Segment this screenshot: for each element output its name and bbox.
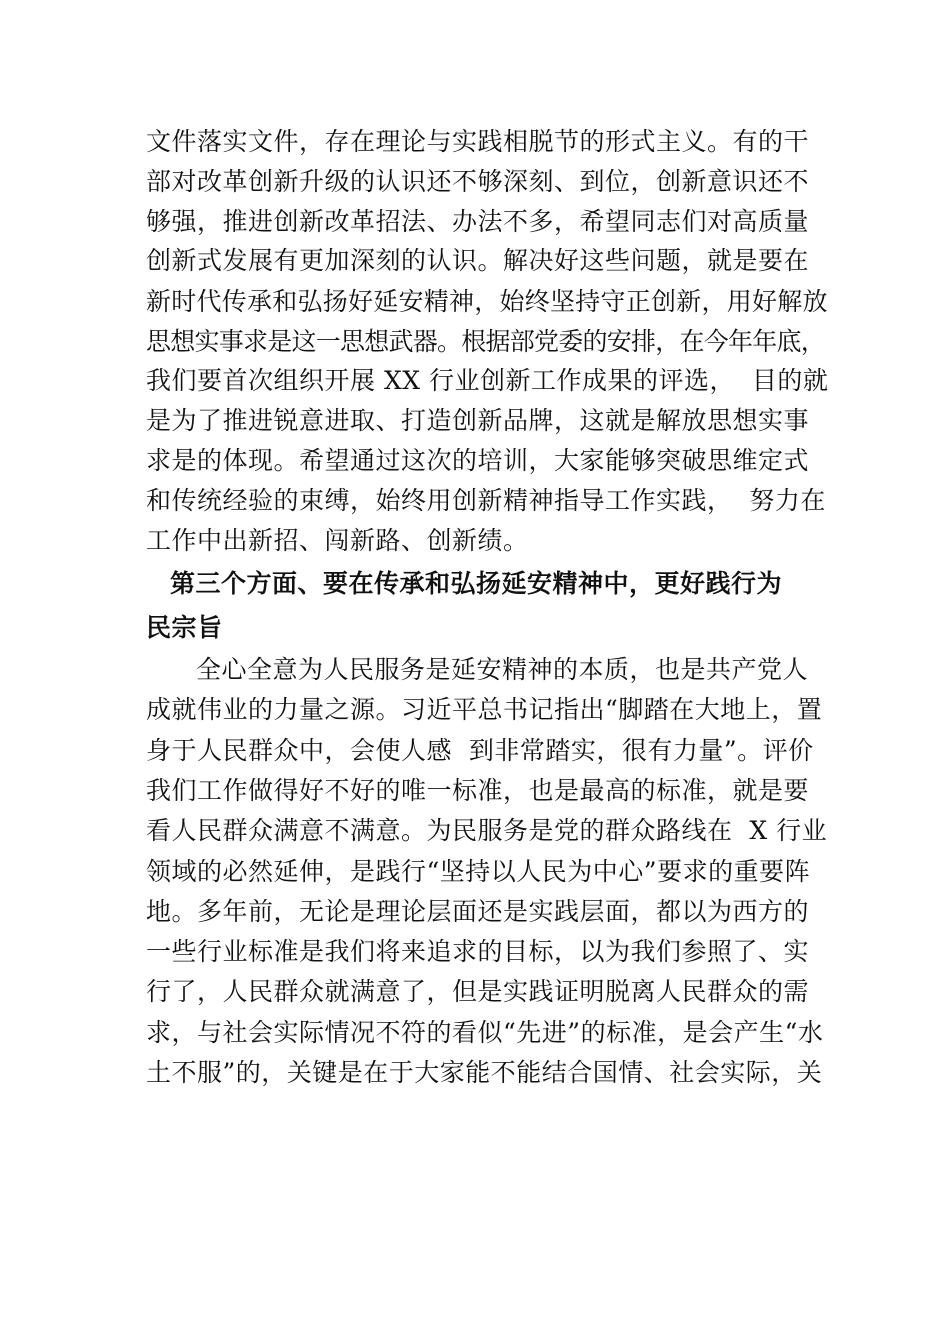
- paragraph2-line-3: 身于人民群众中，会使人感 到非常踏实，很有力量”。评价: [146, 736, 814, 765]
- section-heading-line-2: 民宗旨: [146, 613, 223, 642]
- paragraph1-line-1: 文件落实文件，存在理论与实践相脱节的形式主义。有的干: [146, 127, 810, 156]
- paragraph1-line-5: 新时代传承和弘扬好延安精神，始终坚持守正创新，用好解放: [146, 287, 828, 316]
- section-heading-line-1: 第三个方面、要在传承和弘扬延安精神中，更好践行为: [170, 569, 783, 598]
- paragraph2-line-9: 行了，人民群众就满意了，但是实践证明脱离人民群众的需: [146, 977, 810, 1006]
- paragraph1-line-4: 创新式发展有更加深刻的认识。解决好这些问题，就是要在: [146, 246, 810, 275]
- paragraph2-line-2: 成就伟业的力量之源。习近平总书记指出“脚踏在大地上，置: [146, 695, 823, 724]
- paragraph1-line-6: 思想实事求是这一思想武器。根据部党委的安排，在今年年底，: [146, 327, 826, 356]
- paragraph2-line-4: 我们工作做得好不好的唯一标准，也是最高的标准，就是要: [146, 776, 810, 805]
- paragraph2-line-5: 看人民群众满意不满意。为民服务是党的群众路线在 X 行业: [146, 816, 828, 845]
- paragraph1-line-11: 工作中出新招、闯新路、创新绩。: [146, 526, 529, 555]
- paragraph2-line-8: 一些行业标准是我们将来追求的目标，以为我们参照了、实: [146, 937, 810, 966]
- paragraph2-line-11: 土不服”的，关键是在于大家能不能结合国情、社会实际，关: [146, 1058, 823, 1087]
- paragraph1-line-2: 部对改革创新升级的认识还不够深刻、到位，创新意识还不: [146, 167, 810, 196]
- paragraph1-line-3: 够强，推进创新改革招法、办法不多，希望同志们对高质量: [146, 207, 810, 236]
- paragraph2-line-7: 地。多年前，无论是理论层面还是实践层面，都以为西方的: [146, 897, 810, 926]
- paragraph1-line-10: 和传统经验的束缚，始终用创新精神指导工作实践， 努力在: [146, 486, 826, 515]
- paragraph1-line-8: 是为了推进锐意进取、打造创新品牌，这就是解放思想实事: [146, 406, 810, 435]
- paragraph1-line-7: 我们要首次组织开展 XX 行业创新工作成果的评选， 目的就: [146, 366, 829, 395]
- paragraph1-line-9: 求是的体现。希望通过这次的培训，大家能够突破思维定式: [146, 446, 810, 475]
- paragraph2-line-1: 全心全意为人民服务是延安精神的本质，也是共产党人: [196, 655, 809, 684]
- paragraph2-line-6: 领域的必然延伸，是践行“坚持以人民为中心”要求的重要阵: [146, 857, 811, 886]
- paragraph2-line-10: 求，与社会实际情况不符的看似“先进”的标准，是会产生“水: [146, 1018, 824, 1047]
